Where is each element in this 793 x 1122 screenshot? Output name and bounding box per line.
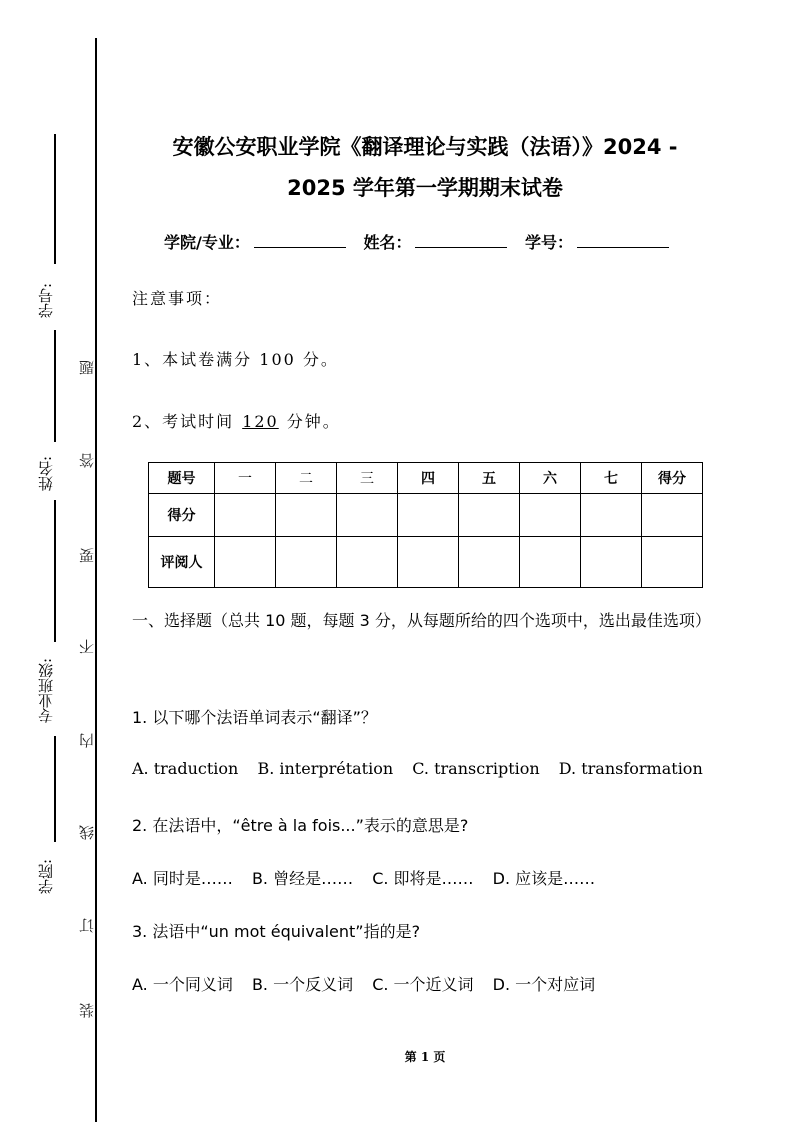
table-header-cell: 六 [520, 463, 581, 494]
reviewer-cell[interactable] [581, 537, 642, 588]
question-3: 3. 法语中“un mot équivalent”指的是? [132, 922, 421, 941]
exam-title-line2: 2025 学年第一学期期末试卷 [287, 176, 563, 200]
reviewer-cell[interactable] [276, 537, 337, 588]
blank-line-student-id [54, 134, 56, 264]
question-1: 1. 以下哪个法语单词表示“翻译”？ [132, 708, 377, 727]
name-label: 姓名： [363, 233, 412, 252]
seal-char: 题 [78, 360, 96, 375]
exam-duration-value: 120 [242, 412, 279, 431]
question-1-options [132, 759, 717, 778]
student-id-label: 学号： [525, 233, 574, 252]
score-cell[interactable] [459, 494, 520, 537]
blank-line-college [54, 736, 56, 842]
student-info-row [164, 230, 681, 253]
seal-char: 答 [78, 453, 96, 468]
question-2: 2. 在法语中，“être à la fois...”表示的意思是? [132, 816, 469, 835]
question-2-options [132, 866, 609, 889]
reviewer-cell[interactable] [459, 537, 520, 588]
table-header-cell: 二 [276, 463, 337, 494]
score-cell[interactable] [337, 494, 398, 537]
option-c[interactable]: C. 即将是…… [372, 869, 474, 888]
table-header-cell: 一 [215, 463, 276, 494]
option-b[interactable]: B. 曾经是…… [251, 869, 354, 888]
option-b[interactable]: B. 一个反义词 [251, 975, 354, 994]
option-d[interactable]: D. transformation [558, 759, 703, 778]
option-b[interactable]: B. interprétation [257, 759, 394, 778]
option-d[interactable]: D. 应该是…… [492, 869, 596, 888]
student-id-field[interactable] [577, 233, 669, 248]
college-major-label: 学院/专业： [164, 233, 250, 252]
option-c[interactable]: C. transcription [412, 759, 540, 778]
blank-line-name [54, 330, 56, 442]
table-header-cell: 五 [459, 463, 520, 494]
option-a[interactable]: A. 同时是…… [132, 869, 233, 888]
row-label-reviewer: 评阅人 [149, 537, 215, 588]
table-header-cell: 四 [398, 463, 459, 494]
note-item-2 [132, 409, 341, 432]
margin-label-class: 专业班级: [37, 657, 55, 723]
reviewer-cell[interactable] [642, 537, 703, 588]
binding-line [95, 38, 97, 1122]
seal-char: 订 [78, 918, 96, 933]
score-cell[interactable] [215, 494, 276, 537]
reviewer-cell[interactable] [337, 537, 398, 588]
blank-line-class [54, 500, 56, 642]
option-c[interactable]: C. 一个近义词 [372, 975, 474, 994]
table-header-cell: 得分 [642, 463, 703, 494]
section-1-heading: 一、选择题（总共 10 题，每题 3 分，从每题所给的四个选项中，选出最佳选项） [132, 611, 711, 630]
exam-title-line1: 安徽公安职业学院《翻译理论与实践（法语）》2024 - [172, 135, 678, 159]
score-cell[interactable] [276, 494, 337, 537]
margin-label-college: 学院: [37, 858, 55, 894]
note-item-2-prefix: 2、考试时间 [132, 412, 235, 431]
note-item-1: 1、本试卷满分 100 分。 [132, 350, 339, 369]
note-item-2-suffix: 分钟。 [286, 412, 341, 431]
notes-heading: 注意事项： [132, 289, 223, 308]
margin-label-name: 姓名: [37, 455, 55, 491]
seal-char: 线 [78, 825, 96, 840]
reviewer-cell[interactable] [520, 537, 581, 588]
seal-char: 装 [78, 1003, 96, 1018]
score-cell[interactable] [398, 494, 459, 537]
option-a[interactable]: A. traduction [132, 759, 239, 778]
table-header-cell: 题号 [149, 463, 215, 494]
table-header-cell: 七 [581, 463, 642, 494]
reviewer-cell[interactable] [398, 537, 459, 588]
seal-char: 要 [78, 548, 96, 563]
option-a[interactable]: A. 一个同义词 [132, 975, 233, 994]
question-3-options [132, 972, 609, 995]
table-header-cell: 三 [337, 463, 398, 494]
option-d[interactable]: D. 一个对应词 [492, 975, 596, 994]
score-cell[interactable] [642, 494, 703, 537]
score-cell[interactable] [581, 494, 642, 537]
seal-char: 内 [78, 733, 96, 748]
name-field[interactable] [415, 233, 507, 248]
college-major-field[interactable] [254, 233, 346, 248]
reviewer-cell[interactable] [215, 537, 276, 588]
seal-char: 不 [78, 639, 96, 654]
row-label-score: 得分 [149, 494, 215, 537]
score-table [148, 462, 703, 588]
margin-label-student-id: 学号: [37, 282, 55, 318]
score-cell[interactable] [520, 494, 581, 537]
page-number: 第 1 页 [404, 1050, 446, 1064]
